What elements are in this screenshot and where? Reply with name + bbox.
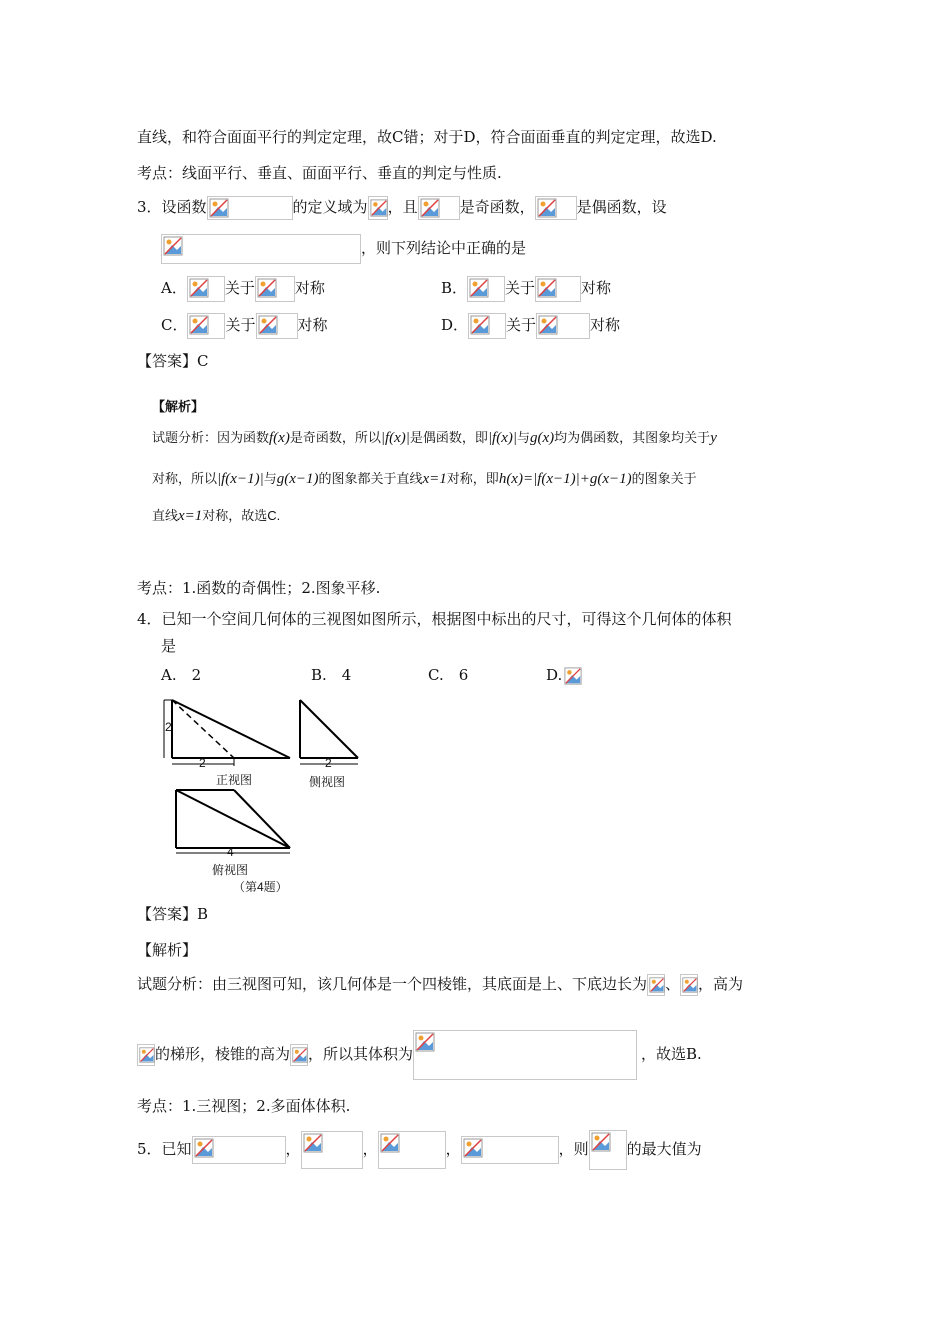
broken-image-icon: [290, 1044, 308, 1066]
kaodian-3: 考点：1.函数的奇偶性；2.图象平移.: [137, 579, 381, 597]
broken-image-icon: [137, 1044, 155, 1066]
broken-image-icon: [536, 313, 590, 339]
figure-label-top: 俯视图: [212, 863, 249, 877]
broken-image-icon: [187, 276, 225, 302]
option-a: A． 关于 对称: [161, 276, 325, 302]
broken-image-icon: [378, 1131, 446, 1169]
top-view: [176, 790, 290, 853]
broken-image-icon: [647, 974, 665, 996]
broken-image-icon: [418, 196, 460, 220]
question-3-stem: 3．设函数 的定义域为 ，且 是奇函数， 是偶函数，设: [137, 196, 667, 220]
analysis-3-line3: 直线x=1对称，故选C.: [152, 508, 281, 524]
dimension-label: 4: [227, 845, 234, 859]
kaodian-4: 考点：1.三视图；2.多面体体积.: [137, 1097, 351, 1115]
broken-image-icon: [680, 974, 698, 996]
option-c: C. 6: [428, 666, 469, 684]
question-4-stem: 4．已知一个空间几何体的三视图如图所示，根据图中标出的尺寸，可得这个几何体的体积: [137, 610, 732, 628]
broken-image-icon: [255, 276, 295, 302]
jiexi-4: 【解析】: [137, 941, 198, 959]
answer-4: 【答案】B: [137, 905, 209, 923]
broken-image-icon: [467, 276, 505, 302]
question-4-stem-2: 是: [161, 637, 177, 655]
option-c: C． 关于 对称: [161, 313, 328, 339]
option-d: D． 关于 对称: [441, 313, 620, 339]
broken-image-icon: [256, 313, 298, 339]
broken-image-icon: [161, 234, 361, 264]
analysis-3-line1: 试题分析：因为函数f(x)是奇函数，所以|f(x)|是偶函数，即|f(x)|与g(x)均为偶函数，其图象均关于y: [152, 430, 717, 446]
broken-image-icon: [207, 196, 293, 220]
broken-image-icon: [562, 666, 584, 686]
three-view-diagram: [160, 692, 370, 892]
analysis-4-line1: 试题分析：由三视图可知，该几何体是一个四棱锥，其底面是上、下底边长为 、 ，高为: [137, 973, 743, 996]
analysis-4-line2: 的梯形，棱锥的高为 ，所以其体积为 ，故选B.: [137, 1030, 702, 1084]
question-3-stem-2: ，则下列结论中正确的是: [161, 234, 526, 264]
figure-label-side: 侧视图: [309, 775, 346, 789]
question-5-stem: 5．已知 ， ， ， ，则 的最大值为: [137, 1130, 702, 1170]
figure-caption: （第4题）: [233, 880, 288, 894]
text-line: 直线，和符合面面平行的判定定理，故C错；对于D，符合面面垂直的判定定理，故选D.: [137, 128, 717, 146]
kaodian-text: 考点：线面平行、垂直、面面平行、垂直的判定与性质.: [137, 164, 502, 182]
option-a: A. 2: [161, 666, 202, 684]
answer-3: 【答案】C: [137, 352, 209, 370]
dimension-label: 2: [325, 756, 332, 770]
broken-image-icon: [468, 313, 506, 339]
dimension-label: 2: [199, 756, 206, 770]
broken-image-icon: [535, 276, 581, 302]
option-b: B. 4: [311, 666, 352, 684]
broken-image-icon: [461, 1136, 559, 1164]
option-b: B． 关于 对称: [441, 276, 611, 302]
broken-image-icon: [301, 1131, 363, 1169]
front-view: [164, 700, 290, 766]
broken-image-icon: [368, 196, 388, 220]
analysis-3-line2: 对称，所以|f(x−1)|与g(x−1)的图象都关于直线x=1对称，即h(x)=|f(x−1)|+g(x−1)的图象关于: [152, 471, 697, 487]
broken-image-icon: [187, 313, 225, 339]
side-view: [300, 700, 358, 764]
figure-label-front: 正视图: [216, 773, 253, 787]
jiexi-3: 【解析】: [152, 399, 205, 414]
broken-image-icon: [535, 196, 577, 220]
option-d: D.: [546, 664, 584, 686]
dimension-label: 2: [165, 720, 172, 734]
broken-image-icon: [192, 1136, 286, 1164]
broken-image-icon: [413, 1030, 637, 1080]
broken-image-icon: [589, 1130, 627, 1170]
